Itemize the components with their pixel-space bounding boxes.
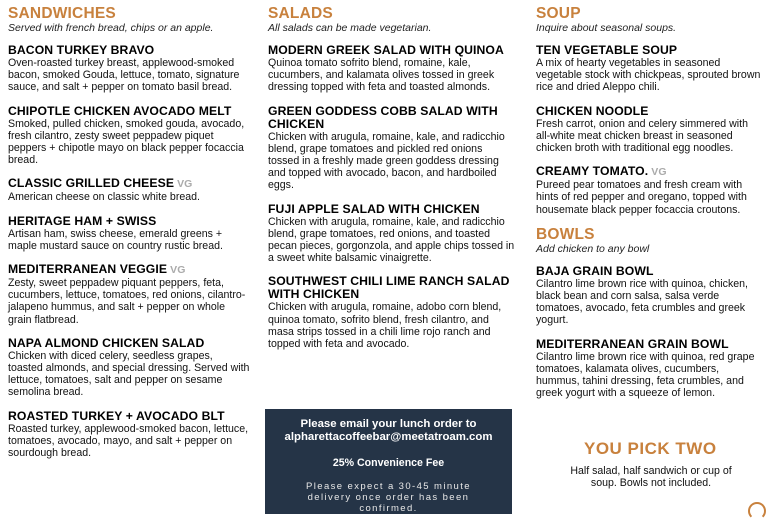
item-name: MEDITERRANEAN GRAIN BOWL <box>536 336 729 351</box>
item-description: Cilantro lime brown rice with quinoa, chicken, black bean and corn salsa, salsa verde tomatoes, avocado, feta crumbles and greek yogurt. <box>536 277 748 327</box>
vegetarian-badge: VG <box>651 166 667 179</box>
menu-item <box>268 203 516 265</box>
item-description: Fresh carrot, onion and celery simmered with all-white meat chicken breast in seasoned chicken broth with traditional egg noodles. <box>536 117 748 155</box>
menu-item <box>536 338 762 400</box>
menu-item <box>536 265 762 327</box>
item-description: Smoked, pulled chicken, smoked gouda, avocado, fresh cilantro, zesty sweet peppadew piquet peppers + chipotle mayo on black pepper focaccia bread. <box>8 117 245 167</box>
pick-two-description: Half salad, half sandwich or cup of soup. Bowls not included. <box>570 465 732 490</box>
soup-title: SOUP <box>536 5 581 22</box>
item-name: CREAMY TOMATO. <box>536 164 649 179</box>
order-instruction: Please email your lunch order to <box>300 418 477 430</box>
item-description: Oven-roasted turkey breast, applewood-smoked bacon, smoked Gouda, lettuce, tomato, signature sauce, and salt + pepper on tomato basil bread. <box>8 57 240 94</box>
convenience-fee: 25% Convenience Fee <box>332 457 445 469</box>
menu-item <box>268 44 516 94</box>
item-name: GREEN GODDESS COBB SALAD WITH CHICKEN <box>268 103 498 131</box>
item-name: HERITAGE HAM + SWISS <box>8 213 157 228</box>
item-name: MODERN GREEK SALAD WITH QUINOA <box>268 43 504 57</box>
sandwiches-title: SANDWICHES <box>8 5 116 22</box>
menu-item <box>8 105 250 167</box>
sandwiches-column <box>8 0 250 470</box>
bowls-subtitle: Add chicken to any bowl <box>536 242 650 255</box>
salads-title: SALADS <box>268 5 333 22</box>
delivery-note: Please expect a 30-45 minute delivery once order has been confirmed. <box>306 481 471 514</box>
item-name: NAPA ALMOND CHICKEN SALAD <box>8 335 205 350</box>
order-email[interactable]: alpharettacoffeebar@meetatroam.com <box>284 431 493 443</box>
item-name: MEDITERRANEAN VEGGIE <box>8 262 168 277</box>
vegetarian-badge: VG <box>170 264 186 277</box>
salads-column <box>268 0 516 361</box>
item-name: BACON TURKEY BRAVO <box>8 43 155 57</box>
sandwiches-subtitle: Served with french bread, chips or an apple. <box>8 22 214 34</box>
menu-item <box>8 44 250 94</box>
menu-item <box>536 165 762 216</box>
item-description: Roasted turkey, applewood-smoked bacon, lettuce, tomatoes, avocado, mayo, and salt + pepper on sourdough bread. <box>8 422 249 460</box>
item-description: Chicken with arugula, romaine, kale, and radicchio blend, grape tomatoes and pickled red onions tossed in a freshly made green goddess dressing and topped with avocado, bacon, and hardboiled eggs. <box>268 130 505 192</box>
soup-bowls-column <box>536 0 762 410</box>
item-description: Cilantro lime brown rice with quinoa, red grape tomatoes, kalamata olives, cucumbers, hummus, tahini dressing, feta crumbles, and greek yogurt with a squeeze of lemon. <box>536 350 755 400</box>
menu-item <box>268 105 516 192</box>
item-description: Chicken with arugula, romaine, kale, and radicchio blend, grape tomatoes, red onions, and toasted pecan pieces, gorgonzola, and apple chips tossed in a sweet white balsamic vinaigrette. <box>268 215 515 265</box>
item-name: CHICKEN NOODLE <box>536 103 649 118</box>
item-description: Chicken with arugula, romaine, adobo corn blend, quinoa tomato, sofrito blend, fresh cilantro, and masa strips tossed in a chili lime rojo ranch and topped with feta and avocado. <box>268 301 502 351</box>
menu-item <box>268 275 516 350</box>
menu-item <box>536 105 762 155</box>
menu-item <box>8 410 250 460</box>
vegetarian-badge: VG <box>177 178 193 191</box>
item-description: Quinoa tomato sofrito blend, romaine, kale, cucumbers, and kalamata olives tossed in greek dressing topped with feta and toasted almonds. <box>268 57 495 94</box>
item-name: CHIPOTLE CHICKEN AVOCADO MELT <box>8 103 232 118</box>
logo-mark-icon <box>748 502 766 520</box>
menu-item <box>536 44 762 94</box>
item-description: A mix of hearty vegetables in seasoned vegetable stock with chickpeas, sprouted brown rice and dried Aleppo chili. <box>536 57 761 94</box>
item-description: American cheese on classic white bread. <box>8 191 200 204</box>
soup-subtitle: Inquire about seasonal soups. <box>536 22 677 34</box>
order-info-box <box>265 409 512 514</box>
item-description: Artisan ham, swiss cheese, emerald greens + maple mustard sauce on country rustic bread. <box>8 227 223 252</box>
item-description: Zesty, sweet peppadew piquant peppers, feta, cucumbers, lettuce, tomatoes, red onions, cilantro-jalapeno hummus, and salt + pepper on whole grain flatbread. <box>8 277 246 326</box>
menu-item <box>8 263 250 326</box>
item-name: BAJA GRAIN BOWL <box>536 263 654 278</box>
item-name: CLASSIC GRILLED CHEESE <box>8 176 175 191</box>
bowls-title: BOWLS <box>536 225 595 243</box>
item-name: SOUTHWEST CHILI LIME RANCH SALAD WITH CHICKEN <box>268 274 510 302</box>
menu-item <box>8 215 250 252</box>
item-description: Chicken with diced celery, seedless grapes, toasted almonds, and special dressing. Served with lettuce, tomatoes, salt and pepper on sesame semolina bread. <box>8 349 250 399</box>
item-name: FUJI APPLE SALAD WITH CHICKEN <box>268 201 480 216</box>
item-description: Pureed pear tomatoes and fresh cream with hints of red pepper and oregano, topped with housemate black pepper focaccia croutons. <box>536 179 747 216</box>
menu-item <box>8 337 250 399</box>
item-name: ROASTED TURKEY + AVOCADO BLT <box>8 408 225 423</box>
salads-subtitle: All salads can be made vegetarian. <box>268 22 432 34</box>
item-name: TEN VEGETABLE SOUP <box>536 43 678 57</box>
pick-two-title: YOU PICK TWO <box>584 439 717 458</box>
menu-item <box>8 177 250 203</box>
